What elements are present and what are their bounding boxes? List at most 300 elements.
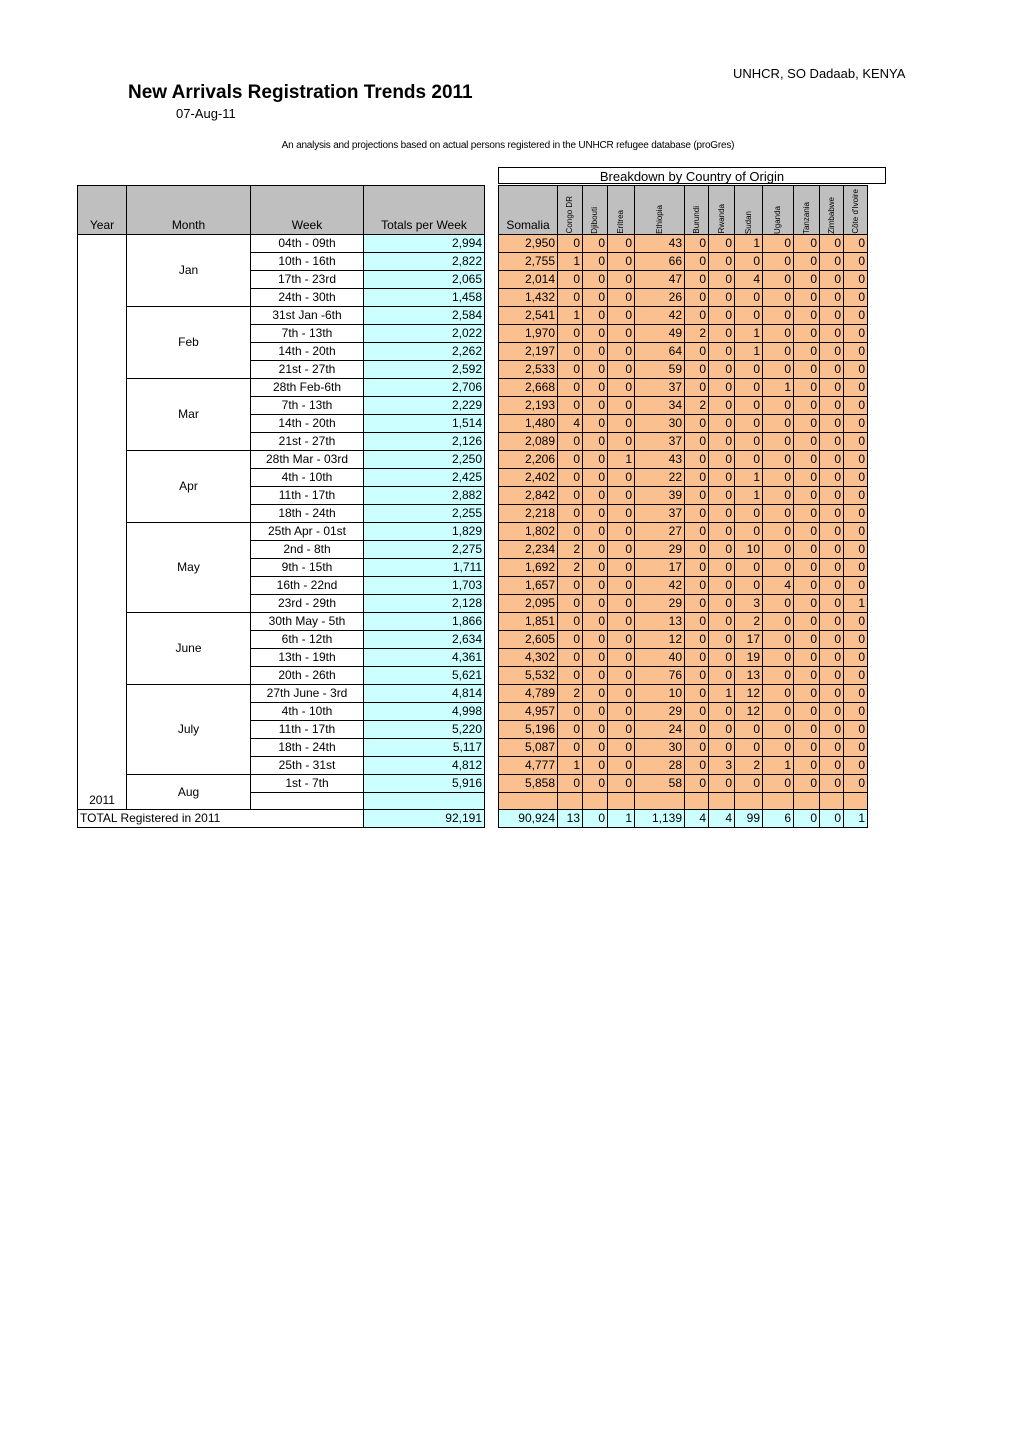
country-count-cell: 0 [794, 684, 820, 702]
spacer-cell [485, 648, 499, 666]
week-cell: 24th - 30th [251, 288, 364, 306]
country-count-cell: 42 [635, 576, 685, 594]
country-count-cell: 43 [635, 234, 685, 252]
country-count-cell: 0 [685, 450, 709, 468]
country-count-cell: 1 [735, 324, 763, 342]
weekly-total-cell: 2,022 [364, 324, 485, 342]
col-country: Sudan [735, 186, 763, 235]
country-count-cell: 0 [794, 738, 820, 756]
country-total-cell: 0 [820, 810, 844, 828]
country-count-cell: 0 [685, 594, 709, 612]
country-count-cell: 0 [763, 540, 794, 558]
country-count-cell: 0 [685, 630, 709, 648]
country-count-cell: 0 [583, 504, 608, 522]
country-count-cell [709, 792, 735, 810]
spacer-cell [485, 720, 499, 738]
country-count-cell: 0 [794, 702, 820, 720]
country-count-cell: 0 [583, 558, 608, 576]
country-count-cell: 1 [763, 378, 794, 396]
country-count-cell: 2,206 [499, 450, 558, 468]
country-count-cell: 22 [635, 468, 685, 486]
country-count-cell: 1 [735, 486, 763, 504]
country-count-cell: 0 [844, 648, 868, 666]
weekly-total-cell: 2,275 [364, 540, 485, 558]
country-count-cell: 59 [635, 360, 685, 378]
col-country: Ethiopia [635, 186, 685, 235]
country-count-cell: 2 [685, 324, 709, 342]
country-count-cell: 1,692 [499, 558, 558, 576]
country-count-cell: 0 [844, 720, 868, 738]
country-count-cell: 0 [844, 270, 868, 288]
country-count-cell: 0 [709, 774, 735, 792]
country-count-cell: 0 [685, 648, 709, 666]
country-count-cell: 29 [635, 594, 685, 612]
spacer-cell [485, 756, 499, 774]
table-row [78, 774, 868, 792]
col-country: Zimbabwe [820, 186, 844, 235]
country-count-cell: 0 [820, 522, 844, 540]
country-count-cell: 0 [608, 342, 635, 360]
spacer-cell [485, 522, 499, 540]
country-count-cell: 0 [558, 576, 583, 594]
total-label: TOTAL Registered in 2011 [78, 810, 364, 828]
col-country: Burundi [685, 186, 709, 235]
country-count-cell: 0 [558, 288, 583, 306]
country-count-cell: 12 [735, 684, 763, 702]
country-count-cell: 0 [685, 306, 709, 324]
country-count-cell: 0 [558, 342, 583, 360]
col-gap [485, 186, 499, 235]
weekly-total-cell [364, 792, 485, 810]
country-count-cell: 0 [763, 306, 794, 324]
week-cell: 4th - 10th [251, 468, 364, 486]
month-cell: Feb [127, 306, 251, 378]
country-count-cell: 0 [608, 306, 635, 324]
country-count-cell: 0 [583, 540, 608, 558]
country-count-cell [635, 792, 685, 810]
country-count-cell [685, 792, 709, 810]
country-total-cell: 1 [844, 810, 868, 828]
country-count-cell: 0 [820, 360, 844, 378]
country-count-cell: 0 [608, 720, 635, 738]
week-cell: 27th June - 3rd [251, 684, 364, 702]
country-count-cell: 64 [635, 342, 685, 360]
col-year: Year [78, 186, 127, 235]
country-count-cell: 0 [820, 252, 844, 270]
weekly-total-cell: 2,584 [364, 306, 485, 324]
country-count-cell: 0 [583, 324, 608, 342]
country-count-cell: 0 [794, 306, 820, 324]
country-count-cell: 0 [608, 648, 635, 666]
table-row [78, 306, 868, 324]
country-count-cell: 0 [844, 756, 868, 774]
country-count-cell: 0 [735, 504, 763, 522]
week-cell: 21st - 27th [251, 360, 364, 378]
col-totals: Totals per Week [364, 186, 485, 235]
country-count-cell: 0 [685, 522, 709, 540]
week-cell: 21st - 27th [251, 432, 364, 450]
country-count-cell: 0 [709, 540, 735, 558]
spacer-cell [485, 486, 499, 504]
country-count-cell: 2,014 [499, 270, 558, 288]
country-count-cell: 0 [735, 360, 763, 378]
organization-label: UNHCR, SO Dadaab, KENYA [733, 66, 906, 81]
country-count-cell: 0 [709, 324, 735, 342]
country-count-cell: 0 [794, 288, 820, 306]
country-count-cell: 29 [635, 540, 685, 558]
country-count-cell: 0 [763, 468, 794, 486]
weekly-total-cell: 5,117 [364, 738, 485, 756]
country-count-cell: 0 [709, 738, 735, 756]
country-count-cell: 0 [685, 468, 709, 486]
country-count-cell: 0 [583, 648, 608, 666]
country-count-cell: 0 [608, 396, 635, 414]
country-count-cell: 1,480 [499, 414, 558, 432]
spacer-cell [485, 288, 499, 306]
week-cell: 28th Feb-6th [251, 378, 364, 396]
country-count-cell: 0 [583, 288, 608, 306]
country-count-cell: 0 [685, 378, 709, 396]
country-count-cell: 0 [709, 342, 735, 360]
week-cell: 14th - 20th [251, 414, 364, 432]
country-count-cell: 0 [844, 702, 868, 720]
country-count-cell: 0 [709, 612, 735, 630]
spacer-cell [485, 252, 499, 270]
country-count-cell: 0 [763, 504, 794, 522]
country-count-cell [820, 792, 844, 810]
spacer-cell [485, 612, 499, 630]
weekly-total-cell: 5,916 [364, 774, 485, 792]
month-cell: June [127, 612, 251, 684]
country-count-cell: 1,657 [499, 576, 558, 594]
country-total-cell: 1 [608, 810, 635, 828]
spacer-cell [485, 702, 499, 720]
country-count-cell: 0 [844, 576, 868, 594]
country-count-cell: 0 [583, 450, 608, 468]
country-count-cell: 0 [763, 774, 794, 792]
col-country: Côte d'Ivoire [844, 186, 868, 235]
country-count-cell: 0 [820, 576, 844, 594]
country-count-cell: 0 [820, 468, 844, 486]
country-count-cell: 0 [844, 558, 868, 576]
country-count-cell: 0 [763, 612, 794, 630]
country-count-cell: 26 [635, 288, 685, 306]
country-count-cell: 1 [763, 756, 794, 774]
country-count-cell: 2,218 [499, 504, 558, 522]
country-count-cell: 0 [844, 378, 868, 396]
country-count-cell: 0 [844, 360, 868, 378]
country-count-cell [763, 792, 794, 810]
country-count-cell: 0 [709, 450, 735, 468]
country-count-cell: 0 [735, 738, 763, 756]
country-count-cell: 1 [709, 684, 735, 702]
week-cell: 18th - 24th [251, 504, 364, 522]
country-count-cell: 0 [583, 594, 608, 612]
country-count-cell: 0 [820, 288, 844, 306]
country-count-cell: 0 [685, 360, 709, 378]
country-count-cell: 0 [735, 558, 763, 576]
country-count-cell: 2,533 [499, 360, 558, 378]
country-count-cell: 0 [763, 342, 794, 360]
weekly-total-cell: 4,361 [364, 648, 485, 666]
country-count-cell [499, 792, 558, 810]
country-count-cell: 10 [735, 540, 763, 558]
week-cell: 4th - 10th [251, 702, 364, 720]
country-total-cell: 13 [558, 810, 583, 828]
col-country: Somalia [499, 186, 558, 235]
country-count-cell: 0 [608, 360, 635, 378]
country-count-cell: 0 [709, 504, 735, 522]
weekly-total-cell: 2,128 [364, 594, 485, 612]
week-cell: 25th - 31st [251, 756, 364, 774]
country-count-cell: 0 [583, 342, 608, 360]
country-count-cell: 0 [685, 504, 709, 522]
week-cell: 23rd - 29th [251, 594, 364, 612]
country-count-cell: 0 [558, 486, 583, 504]
country-count-cell: 66 [635, 252, 685, 270]
country-count-cell: 0 [709, 234, 735, 252]
country-count-cell: 4,777 [499, 756, 558, 774]
country-count-cell: 2 [558, 540, 583, 558]
country-count-cell: 2 [685, 396, 709, 414]
country-count-cell: 3 [709, 756, 735, 774]
country-count-cell: 0 [820, 432, 844, 450]
country-count-cell: 0 [685, 738, 709, 756]
country-count-cell: 0 [709, 630, 735, 648]
country-count-cell: 0 [608, 576, 635, 594]
spacer-cell [485, 360, 499, 378]
country-count-cell: 0 [709, 522, 735, 540]
country-count-cell: 0 [685, 612, 709, 630]
weekly-total-cell: 2,425 [364, 468, 485, 486]
country-count-cell: 0 [794, 540, 820, 558]
country-count-cell: 0 [763, 486, 794, 504]
country-count-cell: 0 [820, 540, 844, 558]
country-count-cell: 0 [820, 774, 844, 792]
country-count-cell: 0 [558, 378, 583, 396]
country-count-cell: 0 [685, 666, 709, 684]
country-count-cell: 0 [735, 414, 763, 432]
weekly-total-cell: 2,262 [364, 342, 485, 360]
country-count-cell: 0 [583, 432, 608, 450]
week-cell: 30th May - 5th [251, 612, 364, 630]
country-count-cell: 0 [583, 630, 608, 648]
country-total-cell: 1,139 [635, 810, 685, 828]
country-count-cell: 0 [735, 252, 763, 270]
spacer-cell [485, 774, 499, 792]
country-count-cell: 0 [794, 432, 820, 450]
table-row [78, 684, 868, 702]
week-cell: 28th Mar - 03rd [251, 450, 364, 468]
country-count-cell: 0 [709, 666, 735, 684]
country-count-cell: 2,541 [499, 306, 558, 324]
country-count-cell: 2 [735, 612, 763, 630]
country-count-cell: 0 [709, 360, 735, 378]
country-count-cell: 0 [794, 648, 820, 666]
country-count-cell: 0 [583, 738, 608, 756]
country-count-cell: 0 [794, 396, 820, 414]
table-row [78, 378, 868, 396]
country-count-cell: 2 [735, 756, 763, 774]
country-count-cell: 0 [763, 720, 794, 738]
country-count-cell: 58 [635, 774, 685, 792]
table-row [78, 522, 868, 540]
country-total-cell: 4 [709, 810, 735, 828]
country-count-cell: 0 [794, 252, 820, 270]
country-count-cell: 1,851 [499, 612, 558, 630]
country-count-cell: 0 [558, 396, 583, 414]
country-count-cell: 0 [709, 270, 735, 288]
country-count-cell: 0 [763, 324, 794, 342]
country-count-cell [558, 792, 583, 810]
country-count-cell: 0 [685, 432, 709, 450]
country-count-cell: 0 [558, 594, 583, 612]
country-count-cell: 37 [635, 504, 685, 522]
spacer-cell [485, 432, 499, 450]
country-count-cell: 0 [844, 324, 868, 342]
country-count-cell: 0 [844, 414, 868, 432]
country-count-cell: 30 [635, 414, 685, 432]
weekly-total-cell: 2,229 [364, 396, 485, 414]
country-count-cell: 0 [794, 612, 820, 630]
country-count-cell: 1 [558, 306, 583, 324]
country-count-cell: 0 [794, 666, 820, 684]
country-count-cell: 0 [583, 468, 608, 486]
country-count-cell: 0 [685, 774, 709, 792]
spacer-cell [485, 540, 499, 558]
spacer-cell [485, 468, 499, 486]
country-count-cell: 0 [558, 738, 583, 756]
country-count-cell: 0 [558, 702, 583, 720]
country-count-cell: 0 [583, 666, 608, 684]
country-count-cell: 0 [844, 252, 868, 270]
country-count-cell: 0 [558, 666, 583, 684]
country-count-cell: 0 [763, 396, 794, 414]
country-count-cell: 0 [685, 234, 709, 252]
country-count-cell: 0 [558, 504, 583, 522]
country-count-cell: 0 [820, 486, 844, 504]
country-count-cell: 0 [685, 540, 709, 558]
spacer-cell [485, 324, 499, 342]
country-count-cell: 0 [820, 630, 844, 648]
country-count-cell: 0 [709, 594, 735, 612]
country-count-cell: 0 [820, 558, 844, 576]
country-count-cell: 0 [820, 306, 844, 324]
week-cell: 17th - 23rd [251, 270, 364, 288]
country-count-cell: 0 [608, 270, 635, 288]
country-count-cell: 0 [820, 666, 844, 684]
month-cell: May [127, 522, 251, 612]
country-count-cell: 1,970 [499, 324, 558, 342]
country-count-cell: 0 [583, 684, 608, 702]
country-count-cell: 0 [794, 468, 820, 486]
country-count-cell: 0 [794, 522, 820, 540]
country-count-cell: 0 [735, 522, 763, 540]
weekly-total-cell: 2,882 [364, 486, 485, 504]
spacer-cell [485, 738, 499, 756]
country-count-cell: 0 [608, 522, 635, 540]
page-title: New Arrivals Registration Trends 2011 [128, 82, 473, 103]
country-count-cell: 0 [763, 522, 794, 540]
country-count-cell: 1 [608, 450, 635, 468]
country-count-cell: 0 [844, 288, 868, 306]
country-count-cell: 4 [763, 576, 794, 594]
week-cell: 25th Apr - 01st [251, 522, 364, 540]
country-count-cell: 0 [558, 468, 583, 486]
country-count-cell: 0 [794, 504, 820, 522]
country-count-cell: 0 [763, 630, 794, 648]
country-count-cell: 37 [635, 432, 685, 450]
country-count-cell: 13 [735, 666, 763, 684]
month-cell: Aug [127, 774, 251, 810]
country-count-cell: 0 [820, 648, 844, 666]
weekly-total-cell: 5,220 [364, 720, 485, 738]
country-count-cell: 0 [763, 684, 794, 702]
country-count-cell: 0 [820, 756, 844, 774]
country-count-cell: 2 [558, 684, 583, 702]
country-count-cell: 0 [685, 720, 709, 738]
country-count-cell: 0 [820, 594, 844, 612]
country-total-cell: 4 [685, 810, 709, 828]
country-count-cell: 5,858 [499, 774, 558, 792]
country-count-cell: 0 [709, 648, 735, 666]
spacer-cell [485, 504, 499, 522]
country-total-cell: 90,924 [499, 810, 558, 828]
country-count-cell: 0 [709, 378, 735, 396]
week-cell: 18th - 24th [251, 738, 364, 756]
country-count-cell: 0 [794, 234, 820, 252]
week-cell: 20th - 26th [251, 666, 364, 684]
country-count-cell: 0 [558, 612, 583, 630]
country-count-cell: 13 [635, 612, 685, 630]
country-count-cell: 0 [735, 306, 763, 324]
country-count-cell: 0 [685, 342, 709, 360]
country-count-cell: 0 [735, 432, 763, 450]
country-count-cell: 0 [735, 720, 763, 738]
header-row [78, 186, 868, 235]
country-total-cell: 0 [794, 810, 820, 828]
country-count-cell: 0 [685, 756, 709, 774]
spacer-cell [485, 306, 499, 324]
country-count-cell: 0 [844, 630, 868, 648]
country-count-cell: 0 [844, 486, 868, 504]
country-count-cell: 0 [608, 738, 635, 756]
country-count-cell: 0 [608, 432, 635, 450]
country-count-cell: 0 [844, 396, 868, 414]
weekly-total-cell: 4,998 [364, 702, 485, 720]
country-count-cell: 0 [583, 234, 608, 252]
country-count-cell: 0 [685, 414, 709, 432]
country-count-cell: 0 [794, 324, 820, 342]
spacer-cell [485, 396, 499, 414]
country-count-cell: 4,789 [499, 684, 558, 702]
spacer-cell [485, 594, 499, 612]
country-count-cell: 0 [558, 522, 583, 540]
country-count-cell: 0 [608, 612, 635, 630]
spacer-cell [485, 378, 499, 396]
country-count-cell: 2,197 [499, 342, 558, 360]
week-cell: 11th - 17th [251, 720, 364, 738]
report-subtitle: An analysis and projections based on actual persons registered in the UNHCR refugee database (proGres) [281, 140, 735, 151]
month-cell: Mar [127, 378, 251, 450]
country-count-cell: 0 [608, 486, 635, 504]
country-count-cell: 49 [635, 324, 685, 342]
country-count-cell: 0 [735, 576, 763, 594]
country-count-cell: 0 [820, 612, 844, 630]
country-count-cell: 0 [844, 342, 868, 360]
country-count-cell: 1,802 [499, 522, 558, 540]
week-cell: 13th - 19th [251, 648, 364, 666]
